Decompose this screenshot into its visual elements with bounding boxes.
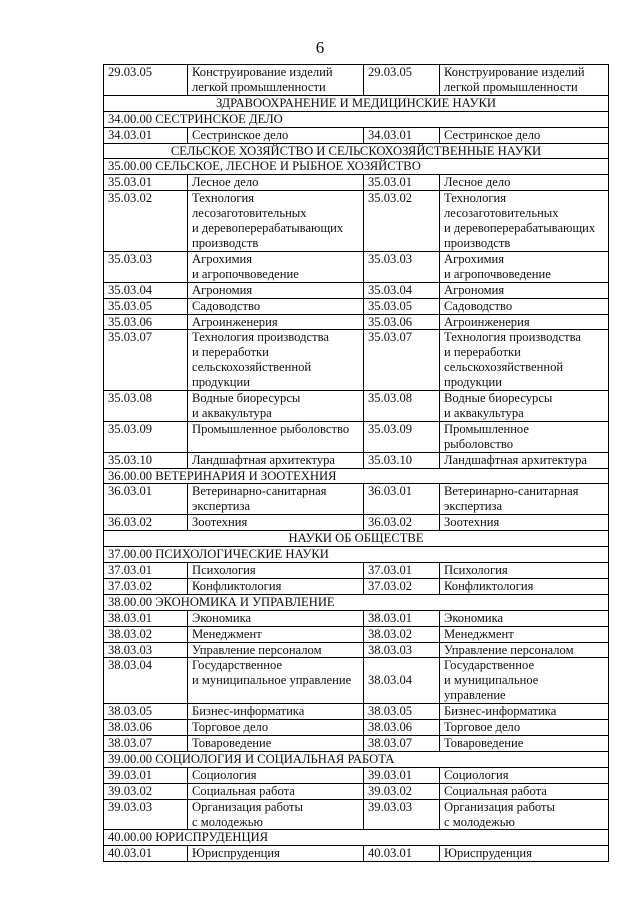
old-code-cell: 35.03.09 <box>104 421 188 452</box>
old-name-cell <box>188 175 364 191</box>
new-name-cell <box>440 298 609 314</box>
old-name-cell-line: Агрохимия <box>192 251 253 266</box>
old-name-cell <box>188 563 364 579</box>
group-heading-row <box>104 547 609 563</box>
old-code-cell: 35.03.04 <box>104 282 188 298</box>
table-row <box>104 578 609 594</box>
new-code-cell: 38.03.02 <box>364 626 440 642</box>
new-code-cell: 40.03.01 <box>364 846 440 862</box>
new-name-cell-line: Торговое дело <box>444 720 521 735</box>
old-name-cell-line: Зоотехния <box>192 515 248 530</box>
old-name-cell <box>188 767 364 783</box>
new-name-cell-line: Ветеринарно-санитарная <box>444 484 579 499</box>
new-code-cell: 39.03.02 <box>364 783 440 799</box>
group-heading: 40.00.00 ЮРИСПРУДЕНЦИЯ <box>104 830 609 846</box>
new-name-cell-line: Зоотехния <box>444 515 500 530</box>
old-name-cell-line: легкой промышленности <box>192 79 326 94</box>
old-name-cell-line: Лесное дело <box>192 175 259 190</box>
old-name-cell-line: Торговое дело <box>192 720 269 735</box>
old-code-cell: 39.03.01 <box>104 767 188 783</box>
new-code-cell: 35.03.10 <box>364 452 440 468</box>
new-name-cell-line: Управление персоналом <box>444 642 574 657</box>
table-row <box>104 563 609 579</box>
new-code-cell: 35.03.02 <box>364 191 440 252</box>
new-name-cell <box>440 799 609 830</box>
new-name-cell-line: производств <box>444 235 511 250</box>
new-code-cell: 38.03.03 <box>364 642 440 658</box>
new-name-cell <box>440 452 609 468</box>
old-code-cell: 36.03.01 <box>104 484 188 515</box>
old-code-cell: 35.03.05 <box>104 298 188 314</box>
old-name-cell-line: сельскохозяйственной <box>192 360 312 375</box>
table-row <box>104 251 609 282</box>
group-heading: 39.00.00 СОЦИОЛОГИЯ И СОЦИАЛЬНАЯ РАБОТА <box>104 751 609 767</box>
old-code-cell: 38.03.04 <box>104 658 188 704</box>
old-name-cell <box>188 799 364 830</box>
table-row <box>104 127 609 143</box>
old-name-cell-line: Бизнес-информатика <box>192 704 305 719</box>
table-row <box>104 391 609 422</box>
new-code-cell: 35.03.05 <box>364 298 440 314</box>
old-code-cell: 35.03.10 <box>104 452 188 468</box>
old-name-cell <box>188 65 364 96</box>
new-name-cell-line: Садоводство <box>444 298 513 313</box>
new-code-cell: 29.03.05 <box>364 65 440 96</box>
old-name-cell <box>188 191 364 252</box>
new-name-cell-line: Государственное <box>444 658 535 673</box>
new-name-cell <box>440 658 609 704</box>
new-code-cell: 35.03.01 <box>364 175 440 191</box>
table-row <box>104 642 609 658</box>
old-code-cell: 39.03.03 <box>104 799 188 830</box>
old-code-cell: 37.03.01 <box>104 563 188 579</box>
page-number: 6 <box>315 38 325 57</box>
table-row <box>104 626 609 642</box>
new-name-cell <box>440 282 609 298</box>
old-name-cell <box>188 251 364 282</box>
new-name-cell-line: продукции <box>444 375 503 390</box>
new-name-cell-line: Агрохимия <box>444 251 505 266</box>
section-heading: НАУКИ ОБ ОБЩЕСТВЕ <box>104 531 609 547</box>
old-name-cell <box>188 626 364 642</box>
new-name-cell <box>440 421 609 452</box>
new-name-cell-line: рыболовство <box>444 436 514 451</box>
new-code-cell: 37.03.02 <box>364 578 440 594</box>
new-code-cell: 36.03.01 <box>364 484 440 515</box>
old-code-cell: 35.03.02 <box>104 191 188 252</box>
old-name-cell <box>188 391 364 422</box>
new-code-cell: 39.03.01 <box>364 767 440 783</box>
new-name-cell-line: лесозаготовительных <box>444 206 559 221</box>
old-name-cell-line: Юриспруденция <box>192 846 280 861</box>
section-heading-row <box>104 95 609 111</box>
old-name-cell <box>188 735 364 751</box>
new-code-cell: 34.03.01 <box>364 127 440 143</box>
new-code-cell: 35.03.07 <box>364 330 440 391</box>
new-code-cell: 38.03.04 <box>364 658 440 704</box>
new-name-cell <box>440 314 609 330</box>
old-name-cell <box>188 452 364 468</box>
new-name-cell <box>440 127 609 143</box>
group-heading-row <box>104 468 609 484</box>
new-name-cell-line: и муниципальное <box>444 673 539 688</box>
new-name-cell <box>440 720 609 736</box>
new-name-cell-line: Сестринское дело <box>444 127 541 142</box>
table-row <box>104 298 609 314</box>
old-name-cell-line: и переработки <box>192 345 269 360</box>
new-name-cell-line: управление <box>444 688 506 703</box>
old-code-cell: 35.03.07 <box>104 330 188 391</box>
new-name-cell-line: и аквакультура <box>444 405 524 420</box>
old-name-cell-line: Социология <box>192 767 257 782</box>
old-name-cell <box>188 846 364 862</box>
old-name-cell <box>188 282 364 298</box>
group-heading-row <box>104 751 609 767</box>
section-heading: СЕЛЬСКОЕ ХОЗЯЙСТВО И СЕЛЬСКОХОЗЯЙСТВЕННЫЕ НАУКИ <box>104 143 609 159</box>
group-heading: 35.00.00 СЕЛЬСКОЕ, ЛЕСНОЕ И РЫБНОЕ ХОЗЯЙСТВО <box>104 159 609 175</box>
new-code-cell: 39.03.03 <box>364 799 440 830</box>
old-code-cell: 38.03.05 <box>104 704 188 720</box>
old-name-cell-line: и деревоперерабатывающих <box>192 221 344 236</box>
new-name-cell-line: сельскохозяйственной <box>444 360 564 375</box>
table-row <box>104 846 609 862</box>
old-name-cell <box>188 314 364 330</box>
new-name-cell-line: Товароведение <box>444 735 524 750</box>
new-code-cell: 35.03.08 <box>364 391 440 422</box>
old-name-cell-line: с молодежью <box>192 814 263 829</box>
old-name-cell-line: и муниципальное управление <box>192 673 352 688</box>
old-code-cell: 36.03.02 <box>104 515 188 531</box>
table-row <box>104 515 609 531</box>
old-code-cell: 35.03.01 <box>104 175 188 191</box>
group-heading: 38.00.00 ЭКОНОМИКА И УПРАВЛЕНИЕ <box>104 594 609 610</box>
table-row <box>104 314 609 330</box>
table-row <box>104 65 609 96</box>
new-name-cell-line: Организация работы <box>444 799 556 814</box>
old-code-cell: 40.03.01 <box>104 846 188 862</box>
group-heading: 37.00.00 ПСИХОЛОГИЧЕСКИЕ НАУКИ <box>104 547 609 563</box>
old-name-cell-line: Социальная работа <box>192 783 295 798</box>
new-name-cell-line: Бизнес-информатика <box>444 704 557 719</box>
old-name-cell <box>188 704 364 720</box>
old-code-cell: 38.03.06 <box>104 720 188 736</box>
old-name-cell <box>188 127 364 143</box>
new-name-cell <box>440 175 609 191</box>
table-row <box>104 767 609 783</box>
new-name-cell-line: Конфликтология <box>444 578 534 593</box>
new-name-cell <box>440 642 609 658</box>
group-heading-row <box>104 594 609 610</box>
new-name-cell-line: и переработки <box>444 345 521 360</box>
new-name-cell-line: Технология производства <box>444 330 581 345</box>
new-name-cell <box>440 767 609 783</box>
specialties-table <box>103 64 609 862</box>
old-name-cell-line: Промышленное рыболовство <box>192 421 350 436</box>
new-code-cell: 35.03.06 <box>364 314 440 330</box>
new-name-cell-line: Агроинженерия <box>444 314 530 329</box>
new-name-cell-line: Социология <box>444 767 509 782</box>
old-name-cell-line: Технология производства <box>192 330 329 345</box>
old-code-cell: 38.03.07 <box>104 735 188 751</box>
table-row <box>104 452 609 468</box>
new-name-cell <box>440 735 609 751</box>
new-name-cell-line: Ландшафтная архитектура <box>444 452 587 467</box>
old-name-cell <box>188 720 364 736</box>
old-code-cell: 38.03.03 <box>104 642 188 658</box>
old-name-cell-line: Психология <box>192 563 256 577</box>
table-row <box>104 799 609 830</box>
section-heading: ЗДРАВООХРАНЕНИЕ И МЕДИЦИНСКИЕ НАУКИ <box>104 95 609 111</box>
old-name-cell-line: и агропочвоведение <box>192 266 299 281</box>
table-row <box>104 735 609 751</box>
old-name-cell-line: Технология <box>192 191 255 206</box>
old-code-cell: 35.03.08 <box>104 391 188 422</box>
old-name-cell-line: продукции <box>192 375 251 390</box>
old-code-cell: 38.03.01 <box>104 610 188 626</box>
old-name-cell <box>188 515 364 531</box>
new-name-cell-line: Водные биоресурсы <box>444 391 553 406</box>
old-name-cell-line: Сестринское дело <box>192 127 289 142</box>
table-row <box>104 330 609 391</box>
new-name-cell <box>440 330 609 391</box>
old-name-cell <box>188 578 364 594</box>
old-name-cell <box>188 330 364 391</box>
old-name-cell <box>188 421 364 452</box>
new-name-cell <box>440 484 609 515</box>
old-name-cell-line: Товароведение <box>192 735 272 750</box>
new-code-cell: 38.03.07 <box>364 735 440 751</box>
new-code-cell: 35.03.04 <box>364 282 440 298</box>
new-name-cell-line: Социальная работа <box>444 783 547 798</box>
new-name-cell-line: Лесное дело <box>444 175 511 190</box>
group-heading: 36.00.00 ВЕТЕРИНАРИЯ И ЗООТЕХНИЯ <box>104 468 609 484</box>
old-name-cell <box>188 484 364 515</box>
old-code-cell: 34.03.01 <box>104 127 188 143</box>
new-code-cell: 38.03.01 <box>364 610 440 626</box>
old-name-cell <box>188 658 364 704</box>
old-name-cell-line: Управление персоналом <box>192 642 322 657</box>
old-name-cell-line: Менеджмент <box>192 626 262 641</box>
old-name-cell-line: Агрономия <box>192 282 253 297</box>
table-row <box>104 191 609 252</box>
old-name-cell <box>188 298 364 314</box>
old-name-cell-line: Водные биоресурсы <box>192 391 301 406</box>
new-name-cell <box>440 251 609 282</box>
old-code-cell: 29.03.05 <box>104 65 188 96</box>
old-name-cell <box>188 783 364 799</box>
old-name-cell-line: Ландшафтная архитектура <box>192 452 335 467</box>
old-code-cell: 37.03.02 <box>104 578 188 594</box>
new-code-cell: 35.03.09 <box>364 421 440 452</box>
new-name-cell-line: Технология <box>444 191 507 206</box>
new-name-cell <box>440 626 609 642</box>
table-row <box>104 720 609 736</box>
table-row <box>104 484 609 515</box>
group-heading: 34.00.00 СЕСТРИНСКОЕ ДЕЛО <box>104 111 609 127</box>
new-name-cell-line: легкой промышленности <box>444 79 578 94</box>
old-name-cell-line: Конфликтология <box>192 578 282 593</box>
new-code-cell: 36.03.02 <box>364 515 440 531</box>
old-code-cell: 38.03.02 <box>104 626 188 642</box>
new-name-cell-line: Конструирование изделий <box>444 65 585 79</box>
old-name-cell-line: Агроинженерия <box>192 314 278 329</box>
table-row <box>104 658 609 704</box>
table-row <box>104 282 609 298</box>
new-name-cell <box>440 191 609 252</box>
old-name-cell <box>188 610 364 626</box>
new-name-cell-line: и деревоперерабатывающих <box>444 221 596 236</box>
new-code-cell: 35.03.03 <box>364 251 440 282</box>
section-heading-row <box>104 143 609 159</box>
new-name-cell <box>440 783 609 799</box>
new-name-cell-line: Агрономия <box>444 282 505 297</box>
section-heading-row <box>104 531 609 547</box>
old-name-cell <box>188 642 364 658</box>
old-name-cell-line: производств <box>192 235 259 250</box>
new-code-cell: 37.03.01 <box>364 563 440 579</box>
group-heading-row <box>104 830 609 846</box>
old-code-cell: 35.03.03 <box>104 251 188 282</box>
new-name-cell-line: экспертиза <box>444 499 503 514</box>
group-heading-row <box>104 111 609 127</box>
new-name-cell-line: Экономика <box>444 610 504 625</box>
old-name-cell-line: лесозаготовительных <box>192 206 307 221</box>
new-name-cell-line: Юриспруденция <box>444 846 532 861</box>
new-name-cell <box>440 610 609 626</box>
new-name-cell-line: Психология <box>444 563 508 577</box>
new-name-cell <box>440 578 609 594</box>
new-name-cell-line: Менеджмент <box>444 626 514 641</box>
table-row <box>104 175 609 191</box>
new-name-cell <box>440 704 609 720</box>
table-row <box>104 610 609 626</box>
new-name-cell-line: Промышленное <box>444 421 529 436</box>
old-code-cell: 35.03.06 <box>104 314 188 330</box>
new-code-cell: 38.03.05 <box>364 704 440 720</box>
group-heading-row <box>104 159 609 175</box>
new-name-cell <box>440 846 609 862</box>
table-row <box>104 783 609 799</box>
old-name-cell-line: Организация работы <box>192 799 304 814</box>
old-name-cell-line: Экономика <box>192 610 252 625</box>
old-code-cell: 39.03.02 <box>104 783 188 799</box>
new-name-cell-line: и агропочвоведение <box>444 266 551 281</box>
specialties-table-body <box>104 65 609 862</box>
new-name-cell <box>440 391 609 422</box>
new-name-cell <box>440 65 609 96</box>
old-name-cell-line: экспертиза <box>192 499 251 514</box>
new-code-cell: 38.03.06 <box>364 720 440 736</box>
table-row <box>104 421 609 452</box>
old-name-cell-line: Государственное <box>192 658 283 673</box>
old-name-cell-line: и аквакультура <box>192 405 272 420</box>
new-name-cell-line: с молодежью <box>444 814 515 829</box>
old-name-cell-line: Садоводство <box>192 298 261 313</box>
old-name-cell-line: Конструирование изделий <box>192 65 333 79</box>
old-name-cell-line: Ветеринарно-санитарная <box>192 484 327 499</box>
table-row <box>104 704 609 720</box>
new-name-cell <box>440 515 609 531</box>
new-name-cell <box>440 563 609 579</box>
